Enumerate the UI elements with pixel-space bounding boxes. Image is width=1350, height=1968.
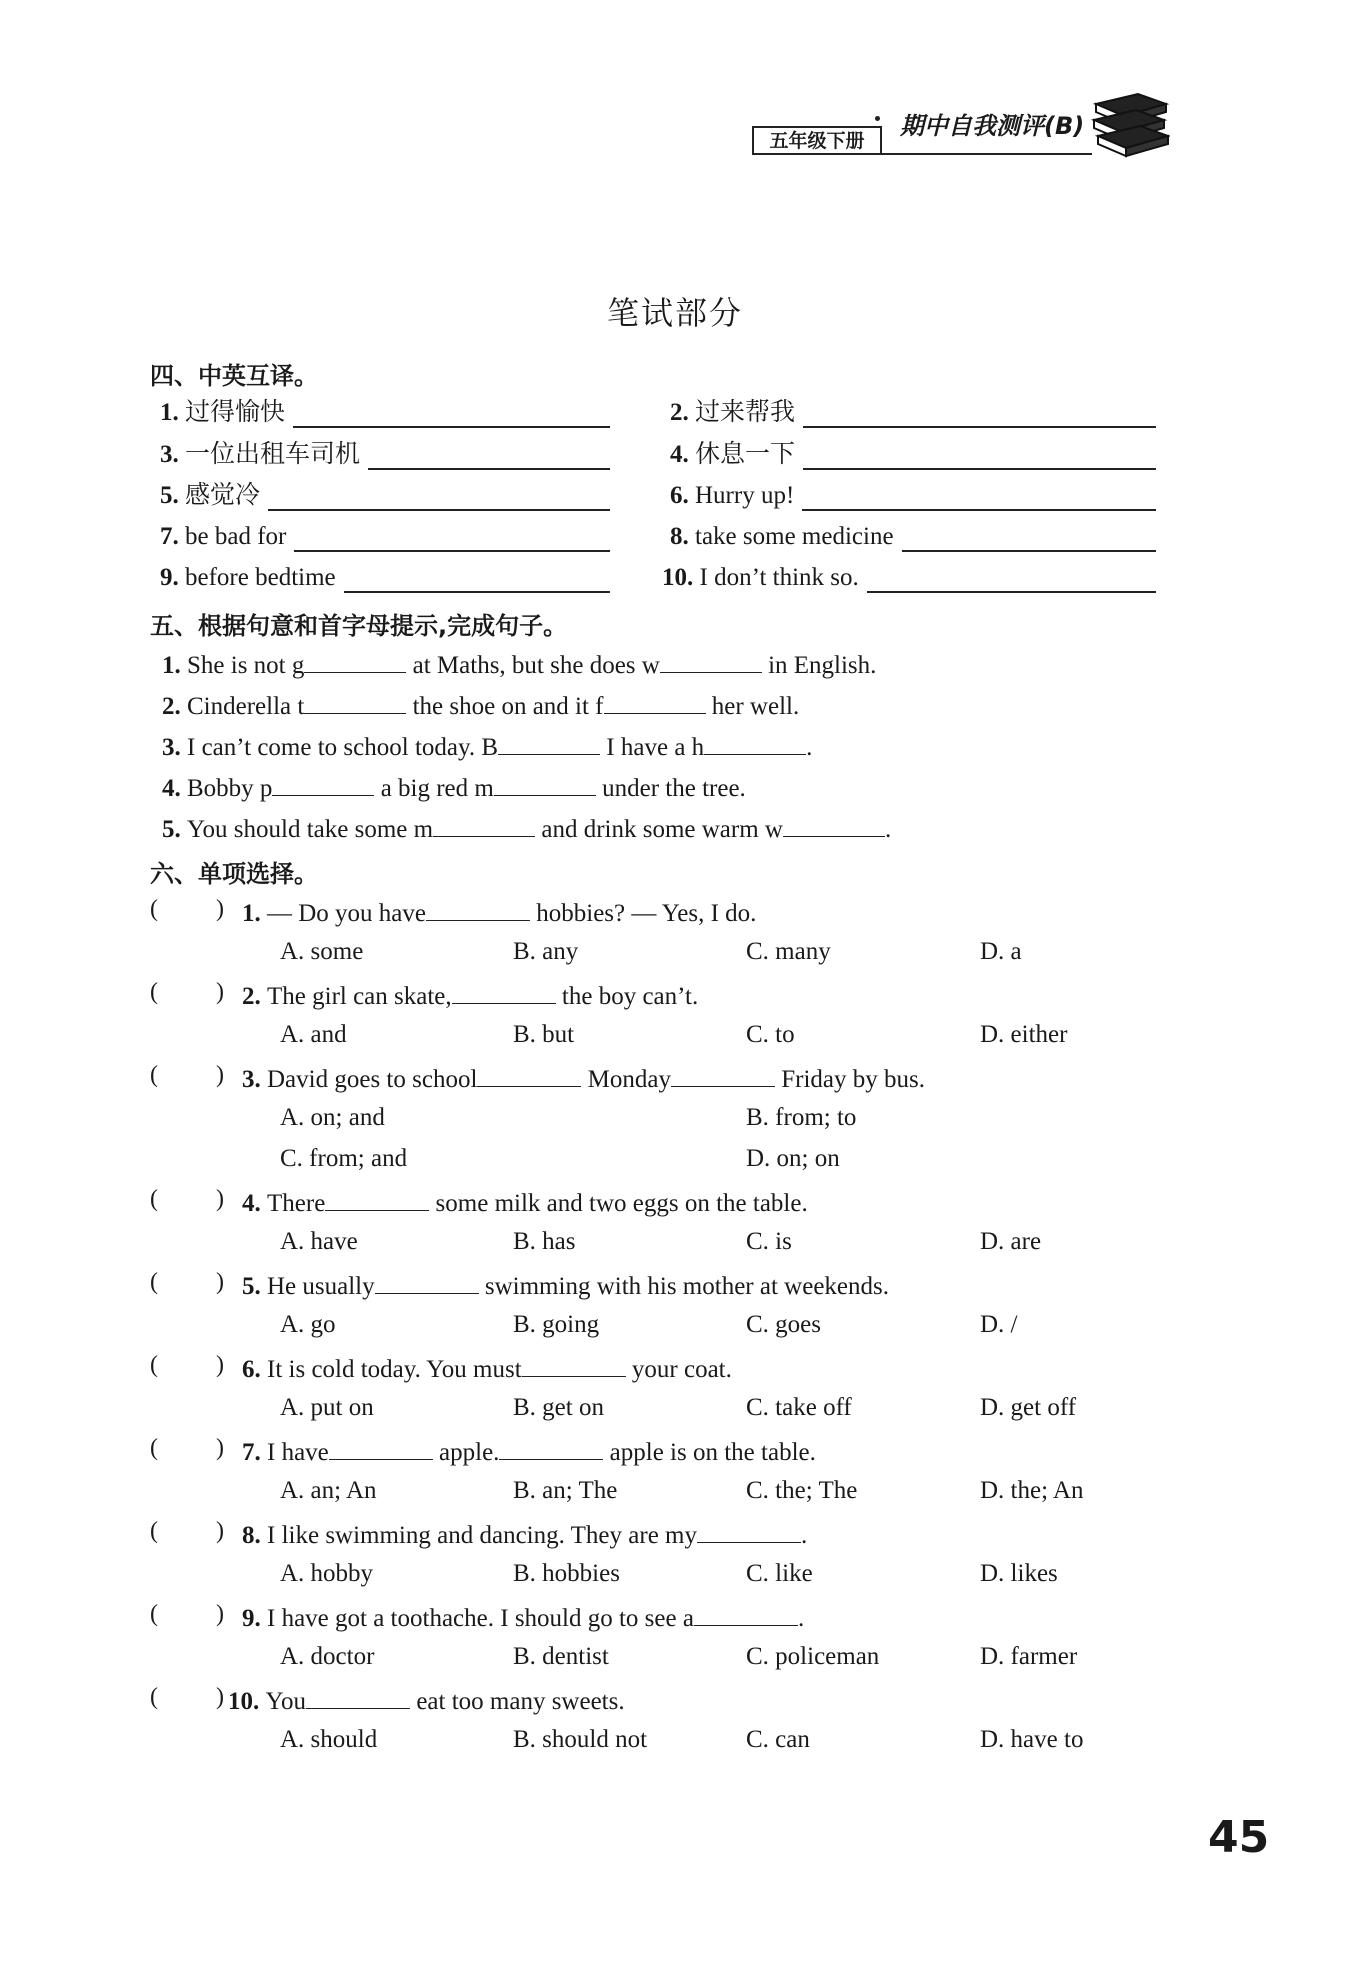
answer-paren-close: )	[216, 896, 224, 922]
choice-question	[242, 1062, 925, 1095]
answer-paren-close: )	[216, 1186, 224, 1212]
blank-line	[660, 648, 762, 673]
sentence-text: You should take some m	[187, 816, 434, 843]
item-text: 过得愉快	[178, 399, 286, 426]
sentence-text: David goes to school	[267, 1066, 478, 1093]
option: A. an; An	[280, 1477, 377, 1504]
item-number: 7.	[160, 523, 179, 550]
blank-line	[494, 771, 596, 796]
option: B. has	[513, 1228, 576, 1255]
blank-line	[694, 1601, 798, 1626]
option: B. going	[513, 1311, 600, 1338]
choice-question	[242, 1269, 889, 1302]
answer-line	[368, 468, 610, 470]
header-rule	[752, 153, 1092, 155]
option: C. is	[746, 1228, 792, 1255]
item-number: 2.	[670, 399, 689, 426]
option: D. likes	[980, 1560, 1058, 1587]
sentence-text: She is not g	[187, 652, 305, 679]
sentence-text: I have a h	[600, 734, 705, 761]
option: B. any	[513, 938, 579, 965]
option: A. on; and	[280, 1104, 385, 1131]
answer-paren-close: )	[216, 1352, 224, 1378]
blank-line	[499, 1435, 603, 1460]
part5-heading: 五、根据句意和首字母提示,完成句子。	[150, 612, 568, 640]
answer-paren-open: (	[150, 1269, 158, 1295]
answer-line	[902, 550, 1156, 552]
option: C. to	[746, 1021, 795, 1048]
blank-line	[304, 689, 406, 714]
answer-line	[803, 426, 1156, 428]
answer-line	[294, 550, 610, 552]
answer-paren-open: (	[150, 896, 158, 922]
question-number: 5.	[242, 1273, 267, 1300]
blank-line	[783, 812, 885, 837]
option: A. have	[280, 1228, 358, 1255]
option: C. from; and	[280, 1145, 408, 1172]
question-number: 9.	[242, 1605, 267, 1632]
answer-paren-open: (	[150, 979, 158, 1005]
option: D. on; on	[746, 1145, 840, 1172]
answer-paren-close: )	[216, 1601, 224, 1627]
item-number: 4.	[162, 775, 187, 802]
answer-paren-open: (	[150, 1518, 158, 1544]
question-number: 7.	[242, 1439, 267, 1466]
option: B. get on	[513, 1394, 604, 1421]
sentence-text: You	[265, 1688, 307, 1715]
sentence-text: — Do you have	[267, 900, 426, 927]
sentence-text: apple.	[432, 1439, 500, 1466]
blank-line	[452, 979, 556, 1004]
blank-line	[272, 771, 374, 796]
blank-line	[604, 689, 706, 714]
option: D. a	[980, 938, 1022, 965]
option: B. from; to	[746, 1104, 857, 1131]
blank-line	[477, 1062, 581, 1087]
sentence-text: hobbies? — Yes, I do.	[530, 900, 757, 927]
translation-item	[160, 440, 360, 470]
option: A. doctor	[280, 1643, 375, 1670]
item-number: 8.	[670, 523, 689, 550]
sentence-text: The girl can skate,	[267, 983, 452, 1010]
translation-item	[160, 522, 286, 552]
answer-line	[867, 591, 1156, 593]
sentence-text: Friday by bus.	[774, 1066, 925, 1093]
blank-line	[498, 730, 600, 755]
sentence-text: the shoe on and it f	[406, 693, 604, 720]
answer-paren-close: )	[216, 1062, 224, 1088]
option: A. put on	[280, 1394, 374, 1421]
item-number: 10.	[662, 564, 694, 591]
sentence-text: the boy can’t.	[555, 983, 699, 1010]
sentence-text: It is cold today. You must	[267, 1356, 522, 1383]
sentence-text: I have got a toothache. I should go to see a	[267, 1605, 694, 1632]
option: C. the; The	[746, 1477, 858, 1504]
translation-item	[670, 398, 795, 428]
sentence-text: .	[797, 1605, 805, 1632]
translation-item	[662, 563, 859, 593]
blank-line	[375, 1269, 479, 1294]
blank-line	[329, 1435, 433, 1460]
item-text: 一位出租车司机	[178, 441, 361, 468]
option: C. can	[746, 1726, 810, 1753]
option: B. dentist	[513, 1643, 609, 1670]
item-number: 4.	[670, 441, 689, 468]
part4-heading: 四、中英互译。	[150, 362, 318, 390]
answer-paren-close: )	[216, 1269, 224, 1295]
choice-question	[242, 1435, 816, 1468]
item-text: before bedtime	[178, 564, 336, 591]
answer-paren-open: (	[150, 1601, 158, 1627]
part6-heading: 六、单项选择。	[150, 860, 318, 888]
sentence-text: Cinderella t	[187, 693, 305, 720]
translation-item	[160, 481, 260, 511]
option: D. /	[980, 1311, 1018, 1338]
translation-item	[670, 481, 794, 511]
item-number: 6.	[670, 482, 689, 509]
option: D. have to	[980, 1726, 1084, 1753]
sentence-text: I can’t come to school today. B	[187, 734, 499, 761]
blank-line	[704, 730, 806, 755]
page-number: 45	[1208, 1812, 1270, 1863]
section-title: 笔试部分	[606, 295, 743, 331]
blank-line	[304, 648, 406, 673]
option: B. an; The	[513, 1477, 618, 1504]
item-number: 5.	[160, 482, 179, 509]
answer-paren-close: )	[216, 1518, 224, 1544]
blank-line	[325, 1186, 429, 1211]
option: D. either	[980, 1021, 1068, 1048]
question-number: 10.	[228, 1688, 266, 1715]
answer-line	[802, 509, 1156, 511]
choice-question	[242, 896, 756, 929]
item-text: take some medicine	[688, 523, 894, 550]
item-text: Hurry up!	[688, 482, 795, 509]
sentence-text: apple is on the table.	[603, 1439, 816, 1466]
answer-paren-close: )	[216, 979, 224, 1005]
option: A. and	[280, 1021, 347, 1048]
grade-label: 五年级下册	[752, 126, 882, 154]
sentence-text: .	[806, 734, 813, 761]
translation-item	[670, 522, 894, 552]
translation-item	[160, 563, 336, 593]
item-number: 1.	[160, 399, 179, 426]
blank-line	[306, 1684, 410, 1709]
item-number: 3.	[162, 734, 187, 761]
choice-question	[242, 1518, 807, 1551]
answer-paren-open: (	[150, 1186, 158, 1212]
item-number: 9.	[160, 564, 179, 591]
choice-question	[242, 1186, 808, 1219]
sentence-text: There	[267, 1190, 326, 1217]
question-number: 1.	[242, 900, 267, 927]
option: B. but	[513, 1021, 575, 1048]
choice-question	[242, 1352, 732, 1385]
sentence-text: under the tree.	[595, 775, 746, 802]
option: B. hobbies	[513, 1560, 620, 1587]
option: B. should not	[513, 1726, 648, 1753]
blank-line	[671, 1062, 775, 1087]
item-number: 1.	[162, 652, 187, 679]
option: C. goes	[746, 1311, 821, 1338]
answer-paren-open: (	[150, 1062, 158, 1088]
option: A. hobby	[280, 1560, 374, 1587]
translation-item	[160, 398, 285, 428]
sentence-text: eat too many sweets.	[410, 1688, 625, 1715]
item-text: be bad for	[178, 523, 287, 550]
option: D. get off	[980, 1394, 1077, 1421]
option: A. some	[280, 938, 364, 965]
option: A. go	[280, 1311, 336, 1338]
item-text: I don’t think so.	[693, 564, 859, 591]
answer-line	[293, 426, 610, 428]
item-number: 2.	[162, 693, 187, 720]
item-number: 5.	[162, 816, 187, 843]
item-text: 过来帮我	[688, 399, 796, 426]
item-text: 休息一下	[688, 441, 796, 468]
sentence-text: swimming with his mother at weekends.	[478, 1273, 889, 1300]
blank-line	[697, 1518, 801, 1543]
option: D. are	[980, 1228, 1042, 1255]
header-dot	[875, 116, 880, 121]
answer-paren-close: )	[216, 1684, 224, 1710]
option: C. policeman	[746, 1643, 880, 1670]
sentence-text: a big red m	[374, 775, 494, 802]
blank-line	[426, 896, 530, 921]
sentence-text: .	[884, 816, 892, 843]
choice-question	[228, 1684, 625, 1717]
sentence-text: Bobby p	[187, 775, 273, 802]
sentence-text: your coat.	[625, 1356, 732, 1383]
sentence-text: in English.	[761, 652, 877, 679]
question-number: 4.	[242, 1190, 267, 1217]
choice-question	[242, 1601, 804, 1634]
sentence-text: and drink some warm w	[535, 816, 783, 843]
sentence-text: some milk and two eggs on the table.	[429, 1190, 808, 1217]
sentence-text: I have	[267, 1439, 329, 1466]
option: D. farmer	[980, 1643, 1078, 1670]
item-number: 3.	[160, 441, 179, 468]
header-title: 期中自我测评(B)	[900, 112, 1085, 140]
completion-item	[162, 648, 876, 681]
completion-item	[162, 771, 746, 804]
option: C. many	[746, 938, 831, 965]
sentence-text: Monday	[581, 1066, 671, 1093]
answer-line	[268, 509, 610, 511]
item-text: 感觉冷	[178, 482, 261, 509]
question-number: 6.	[242, 1356, 267, 1383]
sentence-text: at Maths, but she does w	[406, 652, 660, 679]
translation-item	[670, 440, 795, 470]
sentence-text: I like swimming and dancing. They are my	[267, 1522, 697, 1549]
completion-item	[162, 689, 799, 722]
option: C. like	[746, 1560, 813, 1587]
question-number: 8.	[242, 1522, 267, 1549]
option: D. the; An	[980, 1477, 1084, 1504]
answer-line	[344, 591, 610, 593]
books-icon	[1090, 90, 1170, 162]
question-number: 2.	[242, 983, 267, 1010]
option: C. take off	[746, 1394, 852, 1421]
answer-paren-close: )	[216, 1435, 224, 1461]
completion-item	[162, 812, 891, 845]
answer-paren-open: (	[150, 1435, 158, 1461]
choice-question	[242, 979, 698, 1012]
blank-line	[433, 812, 535, 837]
blank-line	[522, 1352, 626, 1377]
sentence-text: .	[801, 1522, 808, 1549]
question-number: 3.	[242, 1066, 267, 1093]
sentence-text: her well.	[705, 693, 800, 720]
answer-line	[803, 468, 1156, 470]
answer-paren-open: (	[150, 1684, 158, 1710]
sentence-text: He usually	[267, 1273, 375, 1300]
completion-item	[162, 730, 812, 763]
answer-paren-open: (	[150, 1352, 158, 1378]
option: A. should	[280, 1726, 378, 1753]
